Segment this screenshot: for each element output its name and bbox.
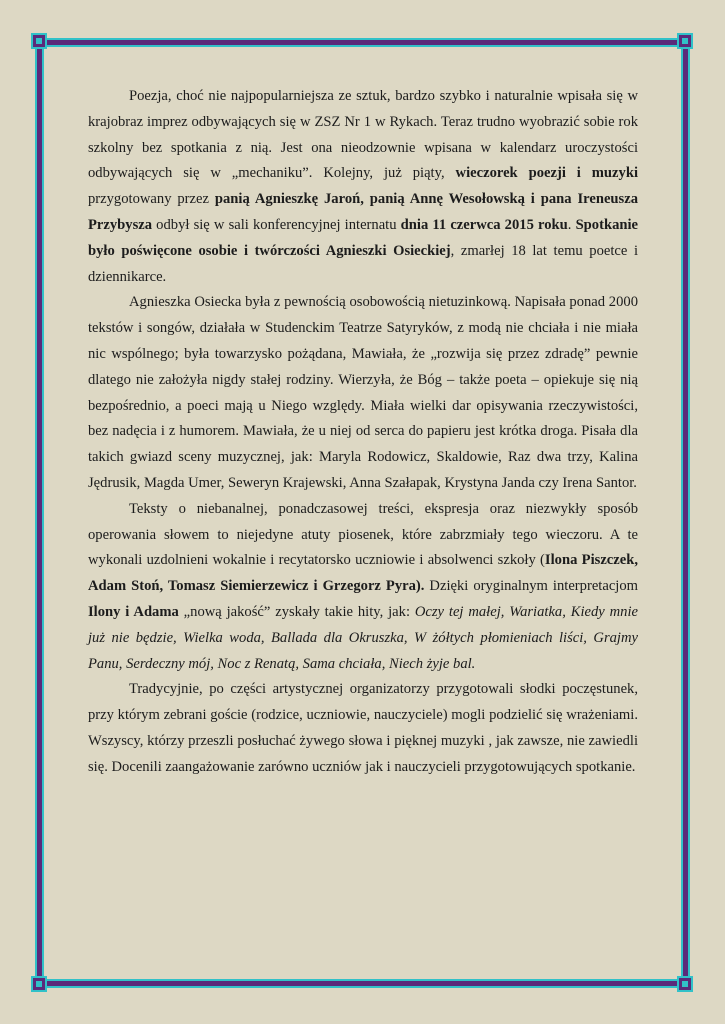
- text-run: Poezja, choć nie najpopularniejsza ze sztuk, bardzo szybko i naturalnie wpisała się w krajobraz imprez odbywających się w ZSZ Nr 1 w Rykach. Teraz trudno wyobrazić sobie rok szkolny bez spotkania z nią. Jest ona nieodzownie wpisana w kalendarz uroczystości odbywających się w „mechaniku”. Kolejny, już piąty,: [88, 88, 638, 182]
- frame-left: [35, 38, 44, 988]
- frame-top: [38, 38, 687, 47]
- article-body: [88, 84, 638, 781]
- text-run: , zmarłej 18 lat temu poetce i dziennikarce.: [88, 242, 638, 285]
- text-run: Tradycyjnie, po części artystycznej organizatorzy przygotowali słodki poczęstunek, przy którym zebrani goście (rodzice, uczniowie, nauczyciele) mogli podzielić się wrażeniami. Wszyscy, którzy przeszli posłuchać żywego słowa i pięknej muzyki , jak zawsze, nie zawiedli się. Docenili zaangażowanie zarówno uczniów jak i nauczycieli przygotowujących spotkanie.: [88, 681, 638, 775]
- paragraph: [88, 290, 638, 496]
- bold-text: Ilony i Adama: [88, 603, 179, 620]
- frame-bottom: [38, 979, 687, 988]
- bold-text: Spotkanie było poświęcone osobie i twórczości Agnieszki Osieckiej: [88, 216, 639, 259]
- paragraph: [88, 84, 638, 290]
- bold-text: Ilona Piszczek, Adam Stoń, Tomasz Siemierzewicz i Grzegorz Pyra).: [88, 552, 638, 595]
- text-run: Agnieszka Osiecka była z pewnością osobowością nietuzinkową. Napisała ponad 2000 tekstów i songów, działała w Studenckim Teatrze Satyryków, z modą nie chciała i nie miała nic wspólnego; była towarzysko pożądana, Mawiała, że „rozwija się przez zdradę” pewnie dlatego nie założyła nigdy stałej rodziny. Wierzyła, że Bóg – także poeta – opiekuje się nią bezpośrednio, a poeci mają u Niego względy. Miała wielki dar opisywania rzeczywistości, bez nadęcia i z humorem. Mawiała, że u niej od serca do papieru jest krótka droga. Pisała dla takich gwiazd sceny muzycznej, jak: Maryla Rodowicz, Skaldowie, Raz dwa trzy, Kalina Jędrusik, Magda Umer, Seweryn Krajewski, Anna Szałapak, Krystyna Janda czy Irena Santor.: [88, 294, 638, 491]
- text-run: Dzięki oryginalnym interpretacjom: [424, 578, 639, 595]
- paragraph: [88, 677, 638, 780]
- frame-corner-ornament: [31, 976, 47, 992]
- text-run: .: [567, 216, 576, 233]
- text-run: przygotowany przez: [88, 191, 215, 208]
- frame-right: [681, 38, 690, 988]
- italic-text: Oczy tej małej, Wariatka, Kiedy mnie już nie będzie, Wielka woda, Ballada dla Okruszka, W żółtych płomieniach liści, Grajmy Panu, Serdeczny mój, Noc z Renatą, Sama chciała, Niech żyje bal.: [88, 603, 638, 672]
- bold-text: dnia 11 czerwca 2015 roku: [400, 216, 568, 233]
- frame-corner-ornament: [677, 976, 693, 992]
- text-run: Teksty o niebanalnej, ponadczasowej treści, ekspresja oraz niezwykły sposób operowania słowem to niejedyne atuty piosenek, które zabrzmiały tego wieczoru. A te wykonali uzdolnieni wokalnie i recytatorsko uczniowie i absolwenci szkoły (: [88, 500, 638, 569]
- frame-corner-ornament: [677, 33, 693, 49]
- bold-text: wieczorek poezji i muzyki: [455, 165, 638, 182]
- frame-corner-ornament: [31, 33, 47, 49]
- text-run: odbył się w sali konferencyjnej internatu: [152, 216, 401, 233]
- bold-text: panią Agnieszkę Jaroń, panią Annę Wesołowską i pana Ireneusza Przybysza: [88, 191, 638, 233]
- text-run: „nową jakość” zyskały takie hity, jak:: [178, 603, 415, 620]
- paragraph: [88, 497, 638, 678]
